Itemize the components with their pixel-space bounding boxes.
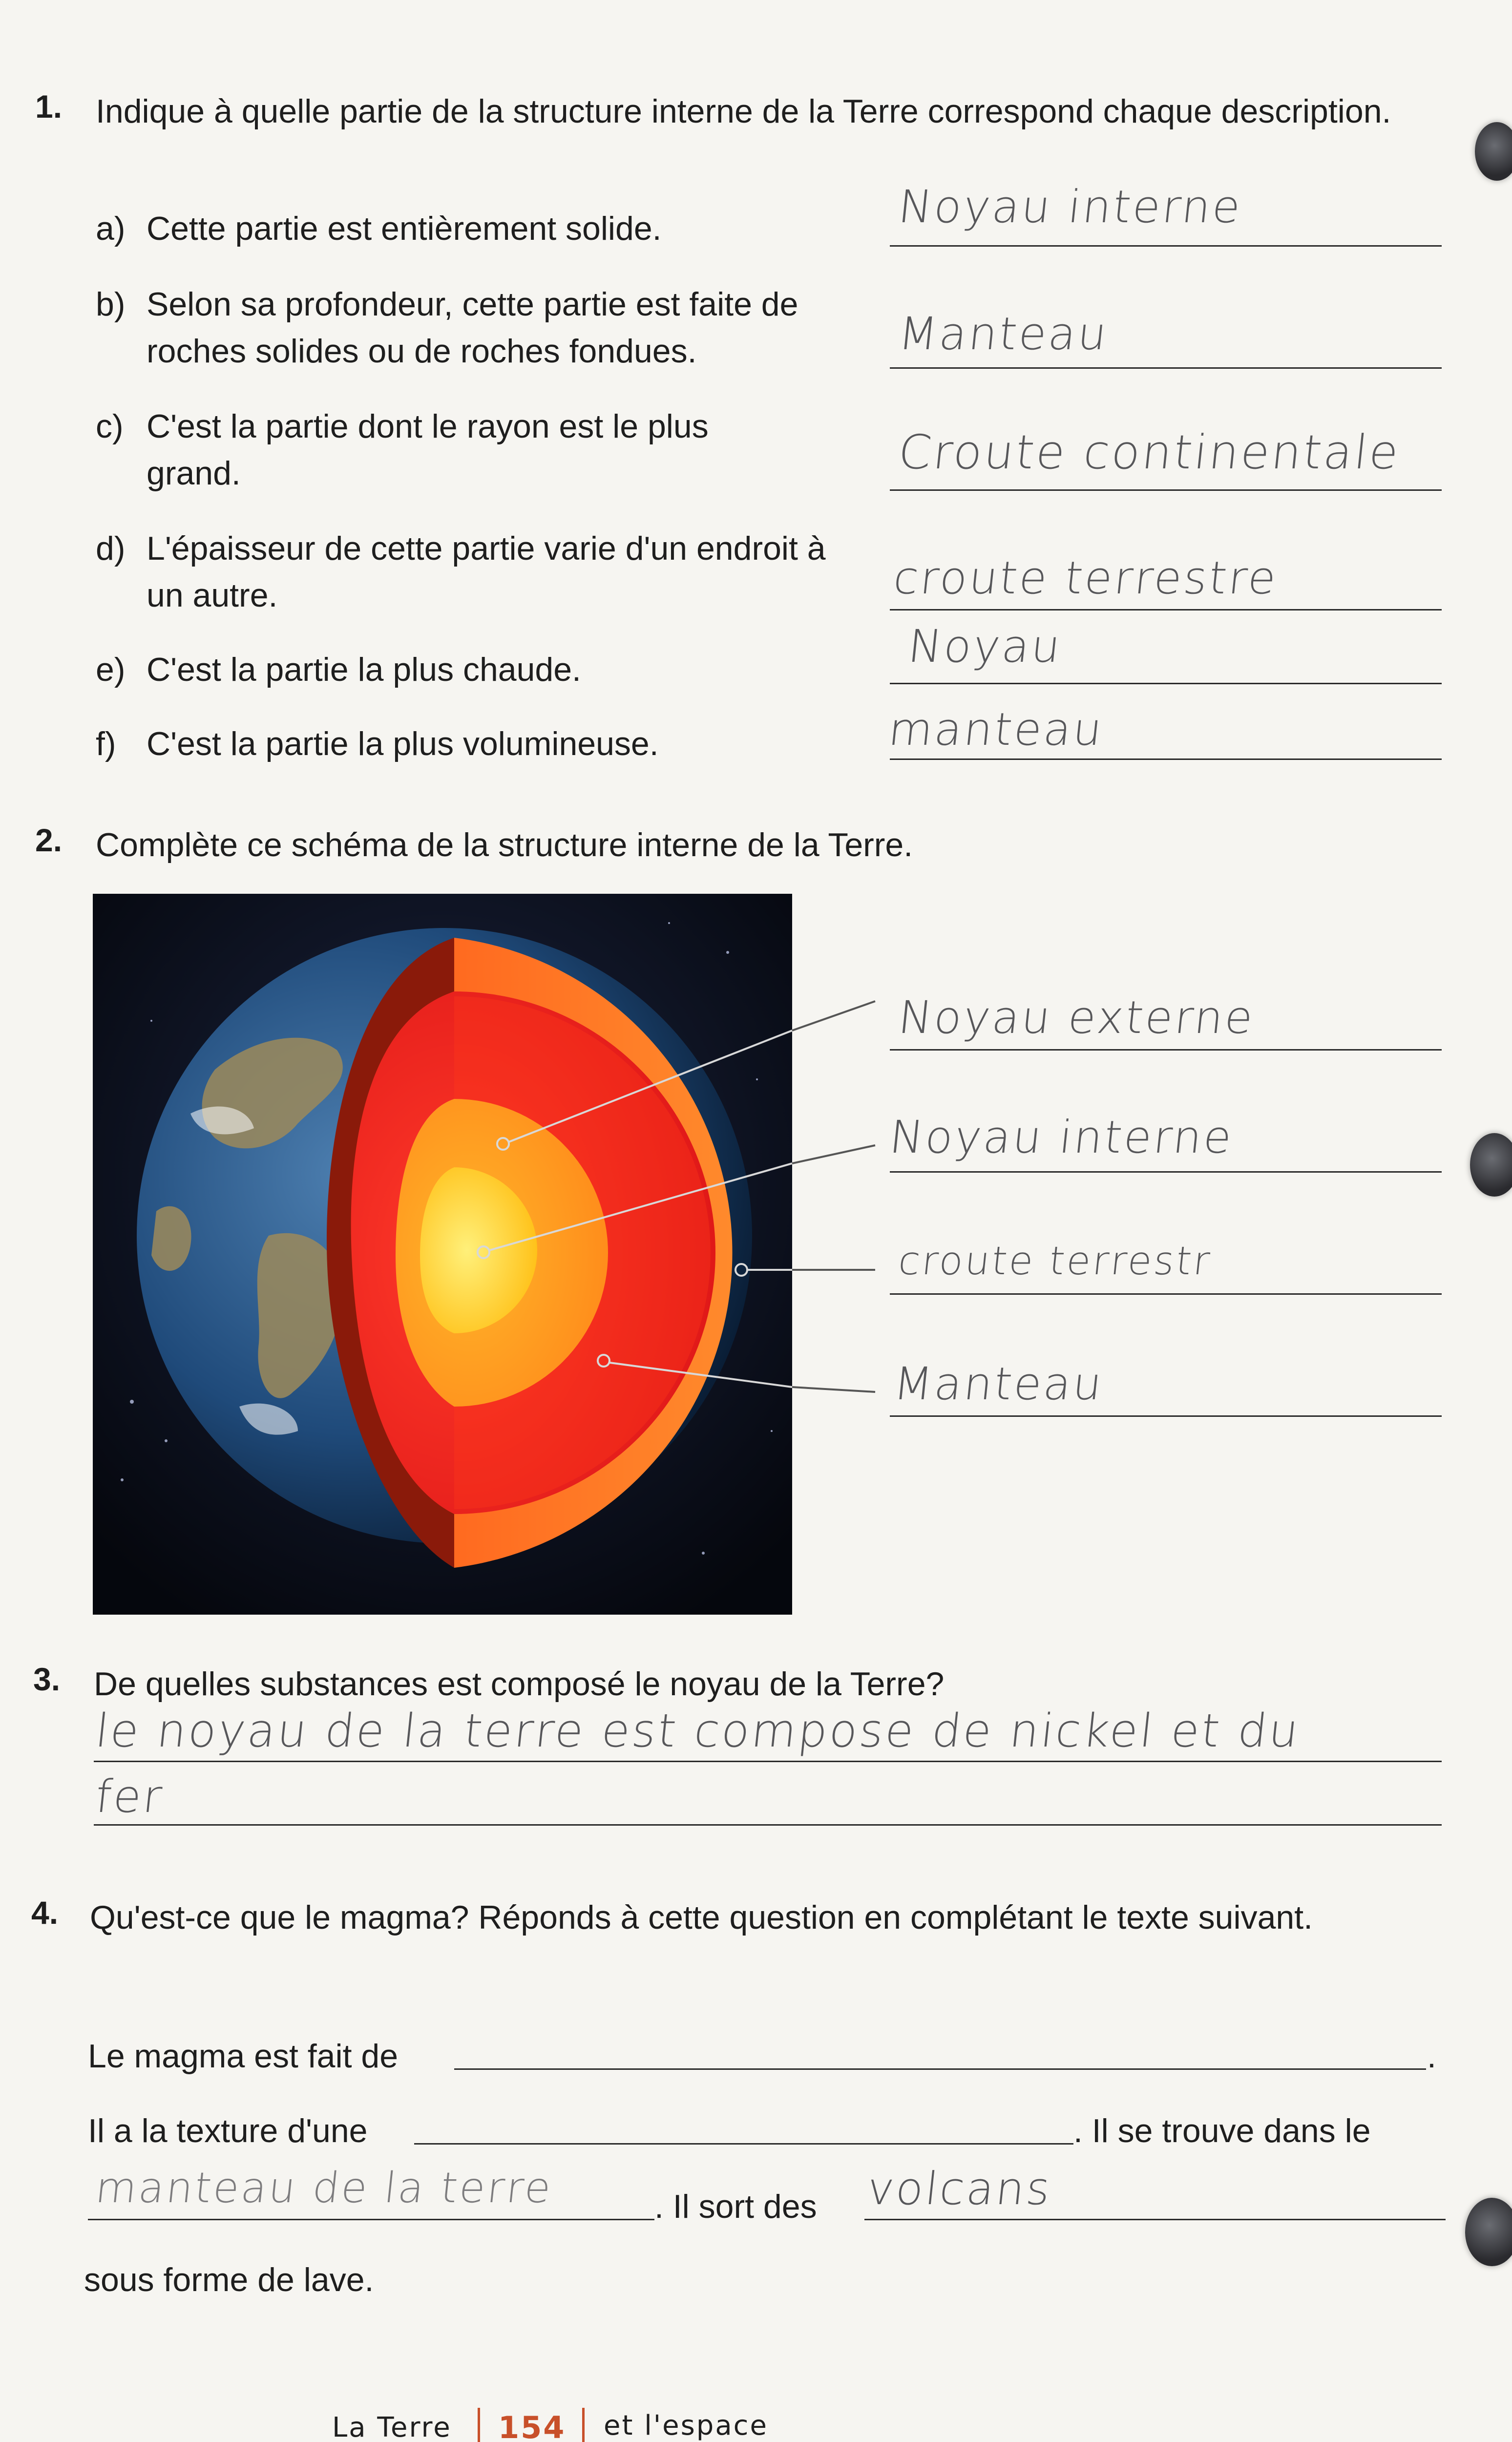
q4-blank-1	[454, 2068, 1426, 2070]
q4-sentence-4: sous forme de lave.	[84, 2261, 374, 2298]
q3-answer-line1[interactable]: le noyau de la terre est compose de nickel et du	[93, 1705, 1303, 1758]
q4-answer-location[interactable]: manteau de la terre	[93, 2164, 555, 2212]
q1-answer-line-f	[890, 758, 1442, 760]
q2-label-line-4	[890, 1415, 1442, 1417]
item-letter: d)	[96, 530, 126, 567]
q1-answer-line-e	[890, 683, 1442, 684]
item-letter: c)	[96, 408, 124, 445]
q2-number: 2.	[35, 822, 63, 858]
binder-hole-top	[1475, 122, 1512, 181]
q1-answer-line-c	[890, 489, 1442, 491]
q2-label-2[interactable]: Noyau interne	[887, 1111, 1236, 1163]
q4-sentence-1: Le magma est fait de	[88, 2038, 399, 2075]
q3-answer-line-1	[94, 1761, 1442, 1762]
footer-left: La Terre	[332, 2412, 452, 2442]
item-text: Selon sa profondeur, cette partie est faite de roches solides ou de roches fondues.	[147, 286, 798, 370]
q4-sentence-3: . Il sort des	[654, 2188, 817, 2225]
footer-page-number: 154	[498, 2410, 566, 2442]
q2-label-line-2	[890, 1171, 1442, 1173]
q4-blank-4	[864, 2219, 1446, 2220]
earth-cutaway-photo	[93, 894, 792, 1615]
item-text: C'est la partie la plus volumineuse.	[147, 725, 659, 762]
q1-answer-a[interactable]: Noyau interne	[896, 181, 1245, 233]
q4-number: 4.	[31, 1895, 59, 1931]
q4-sentence-1-end: .	[1427, 2038, 1436, 2075]
q2-label-line-3	[890, 1293, 1442, 1295]
q2-label-1[interactable]: Noyau externe	[896, 991, 1258, 1044]
q1-item-d	[96, 525, 877, 623]
q3-answer-line-2	[94, 1824, 1442, 1826]
item-letter: f)	[96, 725, 116, 762]
item-text: C'est la partie dont le rayon est le plus grand.	[147, 408, 709, 492]
q1-answer-line-a	[890, 245, 1442, 247]
item-text: C'est la partie la plus chaude.	[147, 651, 581, 688]
q1-answer-f[interactable]: manteau	[886, 703, 1107, 756]
q3-number: 3.	[33, 1661, 61, 1697]
footer-divider-right	[582, 2408, 585, 2442]
q4-sentence-2b: . Il se trouve dans le	[1073, 2112, 1371, 2149]
q1-item-a	[96, 205, 877, 254]
q4-sentence-2: Il a la texture d'une	[88, 2112, 368, 2149]
q1-item-e	[96, 646, 877, 695]
q2-label-line-1	[890, 1049, 1442, 1051]
q1-item-b	[96, 281, 877, 379]
q1-answer-c[interactable]: Croute continentale	[896, 425, 1403, 480]
item-letter: b)	[96, 286, 126, 323]
leader-line-extensions	[792, 977, 890, 1416]
q1-item-f	[96, 720, 877, 769]
q3-answer-line2[interactable]: fer	[93, 1770, 167, 1823]
binder-hole-bottom	[1465, 2198, 1512, 2266]
q1-answer-line-d	[890, 609, 1442, 610]
q1-item-c	[96, 403, 877, 501]
q3-prompt: De quelles substances est composé le noyau de la Terre?	[94, 1665, 945, 1703]
q2-label-4[interactable]: Manteau	[891, 1358, 1107, 1410]
q2-prompt: Complète ce schéma de la structure interne de la Terre.	[96, 826, 913, 863]
q1-answer-d[interactable]: croute terrestre	[891, 552, 1281, 604]
q4-answer-exit[interactable]: volcans	[864, 2163, 1055, 2215]
q1-number: 1.	[35, 88, 63, 125]
q4-blank-2	[414, 2143, 1073, 2145]
earth-cutaway-illustration	[93, 894, 792, 1615]
footer-divider-left	[478, 2408, 480, 2442]
item-text: Cette partie est entièrement solide.	[147, 210, 662, 247]
q1-answer-b[interactable]: Manteau	[896, 308, 1112, 360]
q4-prompt: Qu'est-ce que le magma? Réponds à cette question en complétant le texte suivant.	[90, 1899, 1313, 1936]
q1-prompt: Indique à quelle partie de la structure interne de la Terre correspond chaque description.	[96, 93, 1391, 130]
q4-blank-3	[88, 2219, 654, 2220]
q1-answer-e[interactable]: Noyau	[905, 620, 1065, 673]
footer-right: et l'espace	[604, 2410, 768, 2442]
item-letter: a)	[96, 210, 126, 247]
q2-label-3[interactable]: croute terrestr	[896, 1238, 1214, 1284]
item-text: L'épaisseur de cette partie varie d'un endroit à un autre.	[147, 530, 826, 614]
binder-hole-middle	[1470, 1133, 1512, 1197]
q1-answer-line-b	[890, 367, 1442, 369]
item-letter: e)	[96, 651, 126, 688]
